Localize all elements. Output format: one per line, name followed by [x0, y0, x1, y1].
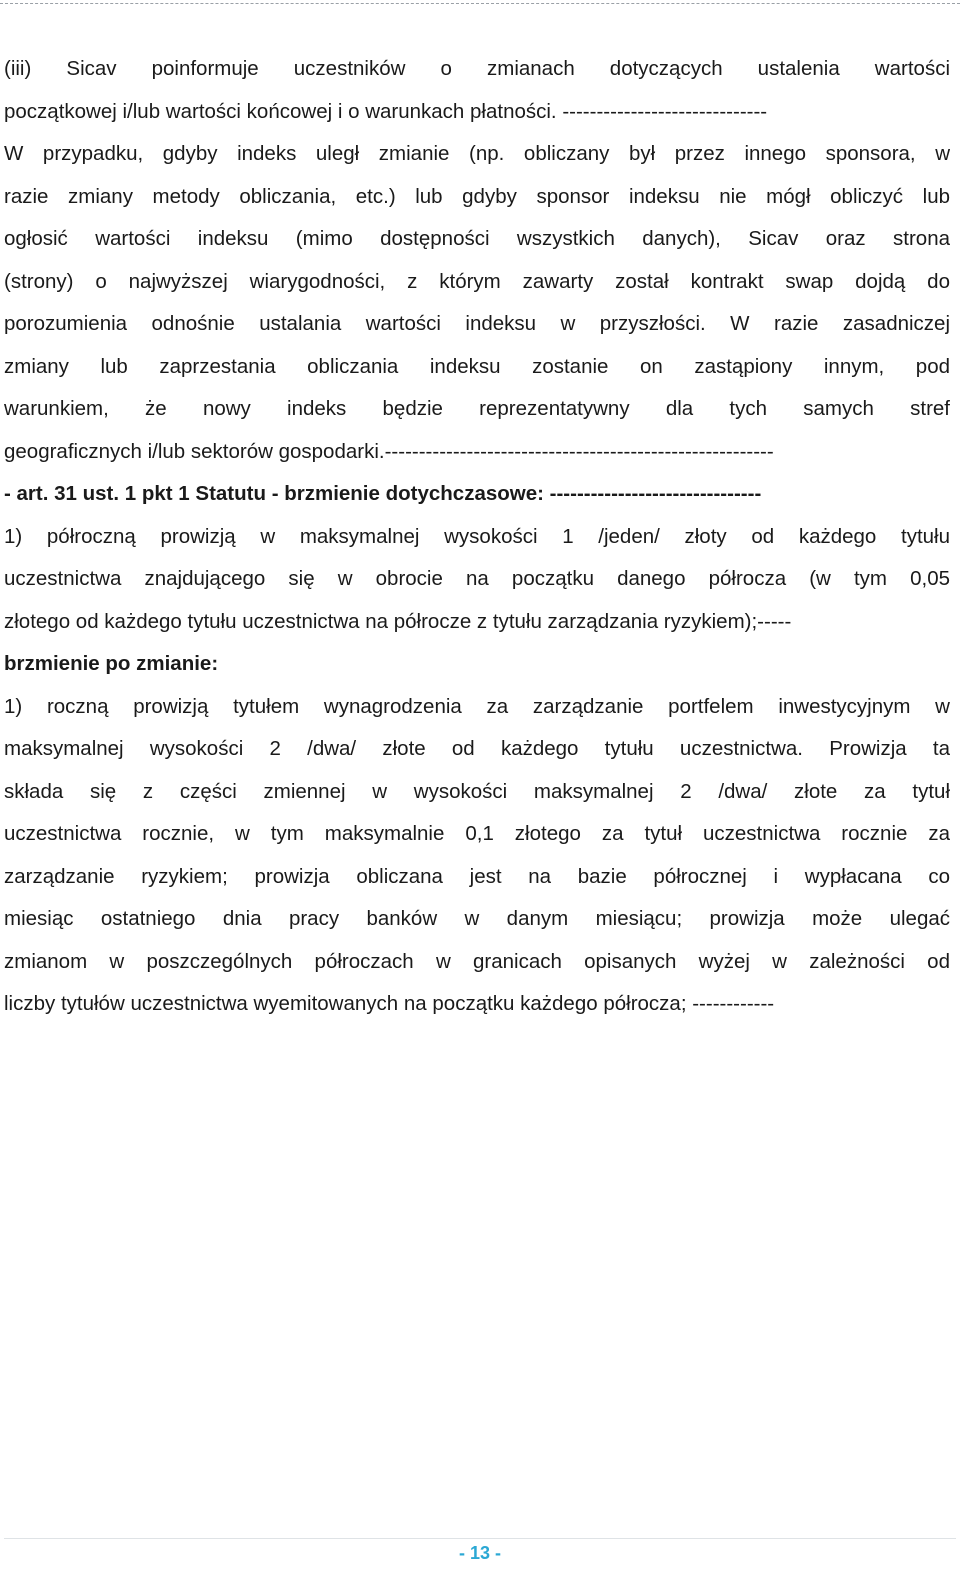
- text-line: geograficznych i/lub sektorów gospodarki.---------------------------------------------------------: [4, 439, 774, 463]
- page-number: - 13 -: [458, 1543, 501, 1563]
- text-line: (iii) Sicav poinformuje uczestników o zmianach dotyczących ustalenia wartości: [4, 57, 950, 80]
- text-line: W przypadku, gdyby indeks uległ zmianie (np. obliczany był przez innego sponsora, w: [4, 142, 950, 165]
- text-line: warunkiem, że nowy indeks będzie reprezentatywny dla tych samych stref: [4, 397, 950, 420]
- document-body: [4, 48, 950, 1026]
- text-line: złotego od każdego tytułu uczestnictwa na półrocze z tytułu zarządzania ryzykiem);-----: [4, 609, 792, 633]
- text-line: (strony) o najwyższej wiarygodności, z którym zawarty został kontrakt swap dojdą do: [4, 269, 950, 293]
- text-line: porozumienia odnośnie ustalania wartości indeksu w przyszłości. W razie zasadniczej: [4, 312, 950, 335]
- text-line: liczby tytułów uczestnictwa wyemitowanych na początku każdego półrocza; ------------: [4, 992, 775, 1015]
- text-line: składa się z części zmiennej w wysokości maksymalnej 2 /dwa/ złote za tytuł: [4, 779, 950, 803]
- section-heading: brzmienie po zmianie:: [4, 652, 219, 675]
- text-line: 1) półroczną prowizją w maksymalnej wysokości 1 /jeden/ złoty od każdego tytułu: [4, 524, 950, 548]
- text-line: 1) roczną prowizją tytułem wynagrodzenia za zarządzanie portfelem inwestycyjnym w: [4, 694, 950, 718]
- footer-divider: [4, 1538, 956, 1539]
- text-line: zmiany lub zaprzestania obliczania indeksu zostanie on zastąpiony innym, pod: [4, 354, 950, 378]
- document-text: [4, 48, 950, 1026]
- text-line: początkowej i/lub wartości końcowej i o warunkach płatności. ------------------------------: [4, 99, 768, 123]
- text-line: miesiąc ostatniego dnia pracy banków w danym miesiącu; prowizja może ulegać: [4, 907, 950, 930]
- text-line: uczestnictwa znajdującego się w obrocie na początku danego półrocza (w tym 0,05: [4, 567, 950, 590]
- text-line: maksymalnej wysokości 2 /dwa/ złote od każdego tytułu uczestnictwa. Prowizja ta: [4, 737, 950, 760]
- text-line: uczestnictwa rocznie, w tym maksymalnie 0,1 złotego za tytuł uczestnictwa rocznie za: [4, 822, 950, 845]
- text-line: zarządzanie ryzykiem; prowizja obliczana jest na bazie półrocznej i wypłacana co: [4, 864, 950, 888]
- text-line: ogłosić wartości indeksu (mimo dostępności wszystkich danych), Sicav oraz strona: [4, 227, 950, 250]
- text-line: zmianom w poszczególnych półroczach w granicach opisanych wyżej w zależności od: [4, 949, 950, 973]
- section-heading: - art. 31 ust. 1 pkt 1 Statutu - brzmienie dotychczasowe: -------------------------------: [4, 482, 762, 505]
- top-divider: [0, 3, 960, 4]
- text-line: razie zmiany metody obliczania, etc.) lub gdyby sponsor indeksu nie mógł obliczyć lub: [4, 184, 950, 208]
